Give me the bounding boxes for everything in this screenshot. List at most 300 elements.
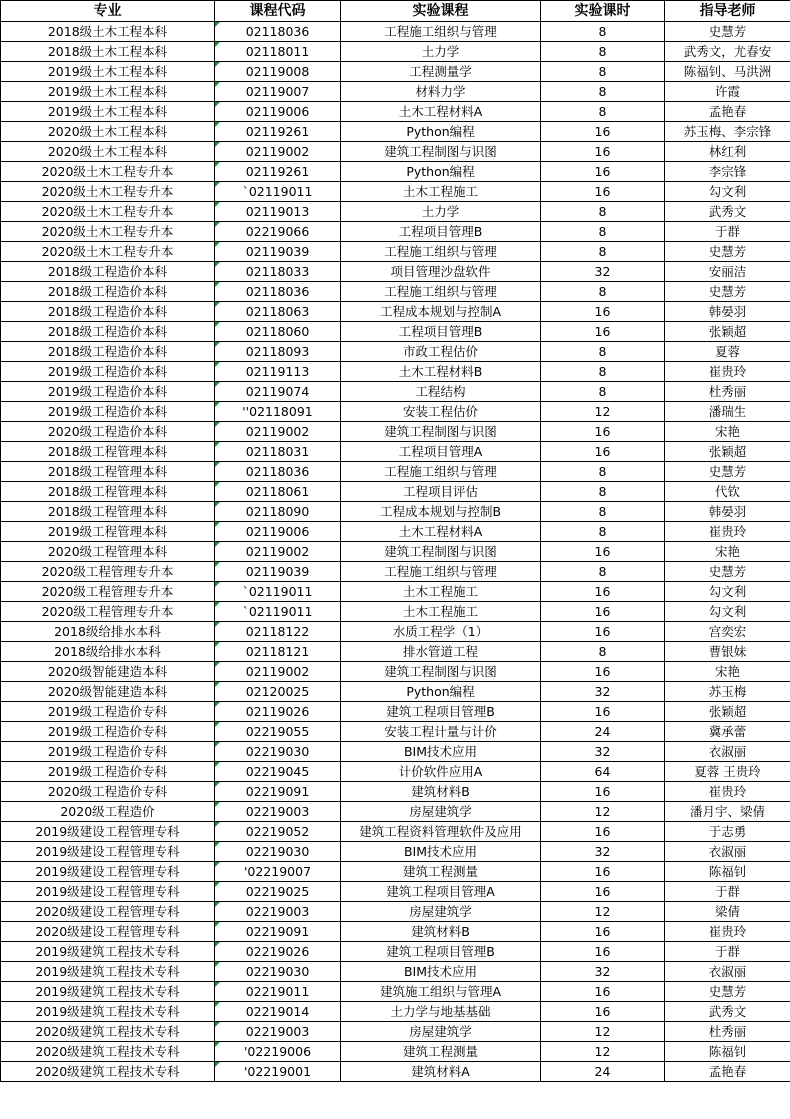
cell-major[interactable]: 2020级智能建造本科 — [1, 682, 215, 702]
cell-lab-course[interactable]: 工程施工组织与管理 — [341, 22, 541, 42]
cell-major[interactable]: 2019级土木工程本科 — [1, 62, 215, 82]
cell-course-code[interactable]: 02118063 — [215, 302, 341, 322]
cell-instructor[interactable]: 宋艳 — [665, 422, 790, 442]
cell-major[interactable]: 2020级工程管理专升本 — [1, 602, 215, 622]
cell-course-code[interactable]: 02119074 — [215, 382, 341, 402]
cell-lab-course[interactable]: 市政工程估价 — [341, 342, 541, 362]
cell-instructor[interactable]: 史慧芳 — [665, 22, 790, 42]
cell-lab-hours[interactable]: 16 — [541, 662, 665, 682]
table-row — [1, 902, 790, 922]
cell-major[interactable]: 2018级工程造价本科 — [1, 342, 215, 362]
cell-course-code[interactable]: 02119261 — [215, 122, 341, 142]
cell-lab-hours[interactable]: 16 — [541, 822, 665, 842]
cell-course-code[interactable]: 02219030 — [215, 962, 341, 982]
cell-major[interactable]: 2020级建设工程管理专科 — [1, 922, 215, 942]
cell-lab-course[interactable]: 建筑工程测量 — [341, 1042, 541, 1062]
cell-course-code[interactable]: 02120025 — [215, 682, 341, 702]
cell-instructor[interactable]: 勾文利 — [665, 182, 790, 202]
cell-lab-course[interactable]: BIM技术应用 — [341, 842, 541, 862]
cell-course-code[interactable]: 02219030 — [215, 742, 341, 762]
cell-lab-course[interactable]: 建筑工程项目管理B — [341, 942, 541, 962]
cell-course-code[interactable]: 02219003 — [215, 802, 341, 822]
cell-lab-hours[interactable]: 12 — [541, 902, 665, 922]
cell-lab-hours[interactable]: 16 — [541, 1002, 665, 1022]
cell-instructor[interactable]: 夏蓉 — [665, 342, 790, 362]
table-row — [1, 62, 790, 82]
cell-major[interactable]: 2019级工程造价专科 — [1, 702, 215, 722]
cell-course-code[interactable]: 02119008 — [215, 62, 341, 82]
header-instructor[interactable]: 指导老师 — [665, 1, 790, 22]
cell-lab-course[interactable]: 工程项目管理A — [341, 442, 541, 462]
cell-course-code[interactable]: 02118036 — [215, 22, 341, 42]
cell-major[interactable]: 2018级给排水本科 — [1, 622, 215, 642]
cell-major[interactable]: 2020级智能建造本科 — [1, 662, 215, 682]
cell-major[interactable]: 2019级建设工程管理专科 — [1, 842, 215, 862]
cell-major[interactable]: 2020级工程造价本科 — [1, 422, 215, 442]
table-row — [1, 1002, 790, 1022]
cell-course-code[interactable]: '02219006 — [215, 1042, 341, 1062]
cell-major[interactable]: 2020级建筑工程技术专科 — [1, 1062, 215, 1082]
cell-instructor[interactable]: 武秀文 — [665, 1002, 790, 1022]
cell-lab-course[interactable]: 工程施工组织与管理 — [341, 462, 541, 482]
cell-major[interactable]: 2020级土木工程专升本 — [1, 202, 215, 222]
table-row — [1, 282, 790, 302]
cell-lab-hours[interactable]: 16 — [541, 982, 665, 1002]
cell-course-code[interactable]: 02219091 — [215, 782, 341, 802]
cell-major[interactable]: 2020级土木工程专升本 — [1, 242, 215, 262]
cell-instructor[interactable]: 衣淑丽 — [665, 742, 790, 762]
cell-instructor[interactable]: 张颖超 — [665, 322, 790, 342]
cell-course-code[interactable]: 02119026 — [215, 702, 341, 722]
cell-lab-course[interactable]: 土力学 — [341, 202, 541, 222]
cell-lab-course[interactable]: 工程施工组织与管理 — [341, 242, 541, 262]
cell-instructor[interactable]: 夏蓉 王贵玲 — [665, 762, 790, 782]
cell-lab-course[interactable]: 土木工程材料A — [341, 102, 541, 122]
cell-course-code[interactable]: 02118121 — [215, 642, 341, 662]
cell-instructor[interactable]: 于群 — [665, 882, 790, 902]
table-row — [1, 22, 790, 42]
cell-lab-hours[interactable]: 32 — [541, 742, 665, 762]
table-row — [1, 682, 790, 702]
cell-major[interactable]: 2019级建筑工程技术专科 — [1, 982, 215, 1002]
cell-major[interactable]: 2020级土木工程专升本 — [1, 182, 215, 202]
cell-major[interactable]: 2019级建筑工程技术专科 — [1, 1002, 215, 1022]
cell-lab-hours[interactable]: 16 — [541, 542, 665, 562]
table-row — [1, 242, 790, 262]
cell-lab-course[interactable]: 建筑工程制图与识图 — [341, 422, 541, 442]
cell-instructor[interactable]: 宫奕宏 — [665, 622, 790, 642]
cell-instructor[interactable]: 潘月宇、梁倩 — [665, 802, 790, 822]
cell-lab-hours[interactable]: 16 — [541, 602, 665, 622]
cell-lab-hours[interactable]: 8 — [541, 282, 665, 302]
cell-course-code[interactable]: 02119013 — [215, 202, 341, 222]
cell-lab-hours[interactable]: 32 — [541, 842, 665, 862]
cell-course-code[interactable]: 02119002 — [215, 542, 341, 562]
table-row — [1, 42, 790, 62]
cell-lab-hours[interactable]: 8 — [541, 382, 665, 402]
cell-lab-hours[interactable]: 16 — [541, 182, 665, 202]
cell-course-code[interactable]: `02119011 — [215, 182, 341, 202]
cell-lab-course[interactable]: 工程施工组织与管理 — [341, 282, 541, 302]
cell-lab-course[interactable]: 工程成本规划与控制A — [341, 302, 541, 322]
cell-course-code[interactable]: 02118036 — [215, 282, 341, 302]
cell-instructor[interactable]: 曹银妹 — [665, 642, 790, 662]
cell-lab-course[interactable]: 工程结构 — [341, 382, 541, 402]
table-row — [1, 422, 790, 442]
cell-lab-course[interactable]: 建筑工程制图与识图 — [341, 542, 541, 562]
cell-instructor[interactable]: 韩晏羽 — [665, 502, 790, 522]
cell-course-code[interactable]: 02118090 — [215, 502, 341, 522]
table-row — [1, 722, 790, 742]
cell-lab-course[interactable]: 建筑材料A — [341, 1062, 541, 1082]
table-row — [1, 842, 790, 862]
cell-lab-hours[interactable]: 24 — [541, 1062, 665, 1082]
cell-course-code[interactable]: 02119006 — [215, 102, 341, 122]
cell-instructor[interactable]: 孟艳春 — [665, 102, 790, 122]
cell-major[interactable]: 2018级工程管理本科 — [1, 442, 215, 462]
cell-instructor[interactable]: 武秀文 — [665, 202, 790, 222]
cell-lab-course[interactable]: 项目管理沙盘软件 — [341, 262, 541, 282]
cell-lab-course[interactable]: 材料力学 — [341, 82, 541, 102]
cell-lab-hours[interactable]: 32 — [541, 262, 665, 282]
cell-major[interactable]: 2018级给排水本科 — [1, 642, 215, 662]
cell-major[interactable]: 2020级建筑工程技术专科 — [1, 1022, 215, 1042]
table-row — [1, 202, 790, 222]
cell-major[interactable]: 2020级工程造价 — [1, 802, 215, 822]
cell-lab-hours[interactable]: 8 — [541, 102, 665, 122]
cell-major[interactable]: 2020级建设工程管理专科 — [1, 902, 215, 922]
cell-lab-hours[interactable]: 8 — [541, 62, 665, 82]
cell-major[interactable]: 2018级土木工程本科 — [1, 42, 215, 62]
cell-lab-hours[interactable]: 8 — [541, 642, 665, 662]
cell-major[interactable]: 2020级土木工程专升本 — [1, 162, 215, 182]
cell-course-code[interactable]: 02219026 — [215, 942, 341, 962]
cell-lab-course[interactable]: 建筑工程制图与识图 — [341, 662, 541, 682]
cell-course-code[interactable]: '02219007 — [215, 862, 341, 882]
cell-instructor[interactable]: 武秀文，尤春安 — [665, 42, 790, 62]
cell-instructor[interactable]: 张颖超 — [665, 442, 790, 462]
cell-major[interactable]: 2019级建筑工程技术专科 — [1, 962, 215, 982]
cell-lab-course[interactable]: 土木工程施工 — [341, 602, 541, 622]
cell-lab-course[interactable]: 建筑材料B — [341, 782, 541, 802]
cell-lab-course[interactable]: BIM技术应用 — [341, 962, 541, 982]
cell-instructor[interactable]: 崔贵玲 — [665, 522, 790, 542]
cell-lab-course[interactable]: 工程项目管理B — [341, 222, 541, 242]
cell-major[interactable]: 2019级工程造价本科 — [1, 382, 215, 402]
table-row — [1, 482, 790, 502]
cell-lab-hours[interactable]: 16 — [541, 702, 665, 722]
cell-lab-hours[interactable]: 32 — [541, 962, 665, 982]
cell-lab-hours[interactable]: 64 — [541, 762, 665, 782]
cell-major[interactable]: 2019级建筑工程技术专科 — [1, 942, 215, 962]
cell-lab-course[interactable]: 计价软件应用A — [341, 762, 541, 782]
cell-instructor[interactable]: 陈福钊 — [665, 1042, 790, 1062]
cell-course-code[interactable]: 02219045 — [215, 762, 341, 782]
cell-instructor[interactable]: 梁倩 — [665, 902, 790, 922]
table-row — [1, 122, 790, 142]
cell-lab-hours[interactable]: 32 — [541, 682, 665, 702]
cell-major[interactable]: 2018级工程管理本科 — [1, 502, 215, 522]
cell-lab-hours[interactable]: 16 — [541, 122, 665, 142]
cell-course-code[interactable]: `02119011 — [215, 602, 341, 622]
cell-major[interactable]: 2020级土木工程本科 — [1, 122, 215, 142]
cell-instructor[interactable]: 苏玉梅 — [665, 682, 790, 702]
cell-lab-course[interactable]: 工程成本规划与控制B — [341, 502, 541, 522]
cell-lab-hours[interactable]: 12 — [541, 1042, 665, 1062]
cell-lab-course[interactable]: 建筑工程测量 — [341, 862, 541, 882]
cell-lab-course[interactable]: 工程项目管理B — [341, 322, 541, 342]
cell-major[interactable]: 2019级工程造价本科 — [1, 402, 215, 422]
cell-instructor[interactable]: 史慧芳 — [665, 462, 790, 482]
cell-lab-hours[interactable]: 8 — [541, 482, 665, 502]
cell-major[interactable]: 2018级工程造价本科 — [1, 282, 215, 302]
cell-instructor[interactable]: 宋艳 — [665, 662, 790, 682]
cell-lab-course[interactable]: 工程施工组织与管理 — [341, 562, 541, 582]
cell-major[interactable]: 2018级工程造价本科 — [1, 322, 215, 342]
cell-instructor[interactable]: 崔贵玲 — [665, 922, 790, 942]
cell-lab-course[interactable]: 安装工程估价 — [341, 402, 541, 422]
cell-major[interactable]: 2020级工程造价专科 — [1, 782, 215, 802]
table-row — [1, 182, 790, 202]
cell-lab-hours[interactable]: 8 — [541, 22, 665, 42]
cell-instructor[interactable]: 苏玉梅、李宗锋 — [665, 122, 790, 142]
cell-lab-course[interactable]: 安装工程计量与计价 — [341, 722, 541, 742]
cell-lab-hours[interactable]: 8 — [541, 342, 665, 362]
cell-course-code[interactable]: 02119006 — [215, 522, 341, 542]
cell-instructor[interactable]: 李宗锋 — [665, 162, 790, 182]
cell-lab-hours[interactable]: 8 — [541, 522, 665, 542]
cell-instructor[interactable]: 冀承蕾 — [665, 722, 790, 742]
cell-lab-hours[interactable]: 24 — [541, 722, 665, 742]
cell-instructor[interactable]: 潘瑞生 — [665, 402, 790, 422]
cell-course-code[interactable]: '02219001 — [215, 1062, 341, 1082]
cell-lab-course[interactable]: Python编程 — [341, 122, 541, 142]
cell-major[interactable]: 2018级工程造价本科 — [1, 262, 215, 282]
cell-instructor[interactable]: 陈福钊 — [665, 862, 790, 882]
cell-instructor[interactable]: 代钦 — [665, 482, 790, 502]
cell-lab-course[interactable]: 建筑施工组织与管理A — [341, 982, 541, 1002]
table-row — [1, 382, 790, 402]
cell-course-code[interactable]: 02119002 — [215, 422, 341, 442]
cell-course-code[interactable]: 02118011 — [215, 42, 341, 62]
header-lab-hours[interactable]: 实验课时 — [541, 1, 665, 22]
table-row — [1, 402, 790, 422]
cell-course-code[interactable]: 02219003 — [215, 1022, 341, 1042]
table-row — [1, 442, 790, 462]
cell-instructor[interactable]: 林红利 — [665, 142, 790, 162]
cell-major[interactable]: 2020级工程管理专升本 — [1, 582, 215, 602]
cell-course-code[interactable]: 02118036 — [215, 462, 341, 482]
cell-lab-hours[interactable]: 16 — [541, 942, 665, 962]
cell-lab-course[interactable]: Python编程 — [341, 682, 541, 702]
cell-course-code[interactable]: ''02118091 — [215, 402, 341, 422]
cell-lab-course[interactable]: 土木工程材料B — [341, 362, 541, 382]
cell-lab-hours[interactable]: 12 — [541, 802, 665, 822]
cell-instructor[interactable]: 杜秀丽 — [665, 382, 790, 402]
cell-lab-hours[interactable]: 12 — [541, 1022, 665, 1042]
cell-major[interactable]: 2020级建筑工程技术专科 — [1, 1042, 215, 1062]
cell-major[interactable]: 2019级土木工程本科 — [1, 82, 215, 102]
cell-lab-course[interactable]: 建筑工程资料管理软件及应用 — [341, 822, 541, 842]
cell-instructor[interactable]: 崔贵玲 — [665, 362, 790, 382]
cell-lab-hours[interactable]: 8 — [541, 202, 665, 222]
cell-lab-hours[interactable]: 16 — [541, 142, 665, 162]
cell-course-code[interactable]: 02118061 — [215, 482, 341, 502]
cell-instructor[interactable]: 韩晏羽 — [665, 302, 790, 322]
cell-major[interactable]: 2020级工程管理本科 — [1, 542, 215, 562]
cell-instructor[interactable]: 勾文利 — [665, 582, 790, 602]
cell-lab-hours[interactable]: 16 — [541, 582, 665, 602]
cell-major[interactable]: 2019级建设工程管理专科 — [1, 882, 215, 902]
cell-course-code[interactable]: 02118122 — [215, 622, 341, 642]
cell-course-code[interactable]: 02118093 — [215, 342, 341, 362]
cell-major[interactable]: 2019级工程造价专科 — [1, 722, 215, 742]
table-row — [1, 742, 790, 762]
cell-instructor[interactable]: 许霞 — [665, 82, 790, 102]
cell-instructor[interactable]: 崔贵玲 — [665, 782, 790, 802]
cell-instructor[interactable]: 衣淑丽 — [665, 962, 790, 982]
cell-instructor[interactable]: 孟艳春 — [665, 1062, 790, 1082]
cell-lab-hours[interactable]: 8 — [541, 82, 665, 102]
cell-lab-hours[interactable]: 8 — [541, 42, 665, 62]
cell-course-code[interactable]: 02219066 — [215, 222, 341, 242]
cell-lab-hours[interactable]: 8 — [541, 562, 665, 582]
header-row — [1, 1, 790, 22]
cell-course-code[interactable]: 02219025 — [215, 882, 341, 902]
cell-course-code[interactable]: 02119039 — [215, 242, 341, 262]
cell-major[interactable]: 2018级工程管理本科 — [1, 462, 215, 482]
cell-lab-hours[interactable]: 16 — [541, 782, 665, 802]
cell-course-code[interactable]: 02219052 — [215, 822, 341, 842]
cell-instructor[interactable]: 史慧芳 — [665, 282, 790, 302]
cell-lab-hours[interactable]: 16 — [541, 162, 665, 182]
cell-lab-hours[interactable]: 16 — [541, 442, 665, 462]
cell-course-code[interactable]: 02118033 — [215, 262, 341, 282]
cell-major[interactable]: 2018级工程管理本科 — [1, 482, 215, 502]
cell-lab-hours[interactable]: 8 — [541, 222, 665, 242]
cell-major[interactable]: 2019级建设工程管理专科 — [1, 862, 215, 882]
cell-course-code[interactable]: 02119007 — [215, 82, 341, 102]
cell-course-code[interactable]: 02118031 — [215, 442, 341, 462]
cell-course-code[interactable]: 02219091 — [215, 922, 341, 942]
cell-lab-hours[interactable]: 12 — [541, 402, 665, 422]
header-lab-course[interactable]: 实验课程 — [341, 1, 541, 22]
cell-lab-course[interactable]: 工程测量学 — [341, 62, 541, 82]
table-row — [1, 942, 790, 962]
cell-lab-course[interactable]: 土力学与地基基础 — [341, 1002, 541, 1022]
cell-course-code[interactable]: `02119011 — [215, 582, 341, 602]
cell-lab-course[interactable]: 建筑工程制图与识图 — [341, 142, 541, 162]
cell-lab-course[interactable]: 工程项目评估 — [341, 482, 541, 502]
cell-instructor[interactable]: 于群 — [665, 222, 790, 242]
table-row — [1, 582, 790, 602]
cell-major[interactable]: 2019级工程造价专科 — [1, 762, 215, 782]
table-row — [1, 982, 790, 1002]
cell-lab-hours[interactable]: 16 — [541, 882, 665, 902]
cell-lab-course[interactable]: 水质工程学（1） — [341, 622, 541, 642]
cell-major[interactable]: 2020级工程管理专升本 — [1, 562, 215, 582]
table-row — [1, 302, 790, 322]
cell-instructor[interactable]: 史慧芳 — [665, 562, 790, 582]
cell-major[interactable]: 2019级工程造价本科 — [1, 362, 215, 382]
cell-lab-course[interactable]: 房屋建筑学 — [341, 902, 541, 922]
cell-lab-hours[interactable]: 16 — [541, 322, 665, 342]
cell-lab-course[interactable]: 排水管道工程 — [341, 642, 541, 662]
header-course-code[interactable]: 课程代码 — [215, 1, 341, 22]
table-row — [1, 862, 790, 882]
cell-major[interactable]: 2020级土木工程本科 — [1, 142, 215, 162]
cell-lab-hours[interactable]: 16 — [541, 422, 665, 442]
cell-course-code[interactable]: 02119002 — [215, 662, 341, 682]
cell-course-code[interactable]: 02219014 — [215, 1002, 341, 1022]
cell-major[interactable]: 2019级建设工程管理专科 — [1, 822, 215, 842]
cell-instructor[interactable]: 衣淑丽 — [665, 842, 790, 862]
cell-lab-hours[interactable]: 16 — [541, 622, 665, 642]
cell-lab-hours[interactable]: 16 — [541, 302, 665, 322]
cell-course-code[interactable]: 02219003 — [215, 902, 341, 922]
cell-major[interactable]: 2019级土木工程本科 — [1, 102, 215, 122]
table-row — [1, 602, 790, 622]
cell-instructor[interactable]: 陈福钊、马洪洲 — [665, 62, 790, 82]
cell-major[interactable]: 2019级工程造价专科 — [1, 742, 215, 762]
cell-lab-course[interactable]: 房屋建筑学 — [341, 1022, 541, 1042]
cell-course-code[interactable]: 02119002 — [215, 142, 341, 162]
cell-lab-course[interactable]: 土木工程施工 — [341, 582, 541, 602]
cell-lab-course[interactable]: 房屋建筑学 — [341, 802, 541, 822]
cell-course-code[interactable]: 02119039 — [215, 562, 341, 582]
cell-instructor[interactable]: 杜秀丽 — [665, 1022, 790, 1042]
table-row — [1, 1022, 790, 1042]
cell-major[interactable]: 2019级工程管理本科 — [1, 522, 215, 542]
cell-lab-course[interactable]: 建筑工程项目管理B — [341, 702, 541, 722]
cell-instructor[interactable]: 于志勇 — [665, 822, 790, 842]
table-row — [1, 882, 790, 902]
cell-lab-course[interactable]: Python编程 — [341, 162, 541, 182]
cell-instructor[interactable]: 于群 — [665, 942, 790, 962]
cell-lab-hours[interactable]: 8 — [541, 242, 665, 262]
cell-instructor[interactable]: 史慧芳 — [665, 242, 790, 262]
cell-course-code[interactable]: 02219030 — [215, 842, 341, 862]
cell-lab-hours[interactable]: 8 — [541, 462, 665, 482]
cell-course-code[interactable]: 02119113 — [215, 362, 341, 382]
cell-instructor[interactable]: 张颖超 — [665, 702, 790, 722]
cell-instructor[interactable]: 宋艳 — [665, 542, 790, 562]
table-row — [1, 262, 790, 282]
cell-course-code[interactable]: 02219011 — [215, 982, 341, 1002]
cell-instructor[interactable]: 史慧芳 — [665, 982, 790, 1002]
cell-instructor[interactable]: 安丽洁 — [665, 262, 790, 282]
cell-lab-course[interactable]: 建筑工程项目管理A — [341, 882, 541, 902]
cell-instructor[interactable]: 勾文利 — [665, 602, 790, 622]
cell-course-code[interactable]: 02119261 — [215, 162, 341, 182]
cell-lab-course[interactable]: BIM技术应用 — [341, 742, 541, 762]
cell-course-code[interactable]: 02118060 — [215, 322, 341, 342]
cell-major[interactable]: 2018级工程造价本科 — [1, 302, 215, 322]
cell-lab-hours[interactable]: 16 — [541, 922, 665, 942]
cell-major[interactable]: 2018级土木工程本科 — [1, 22, 215, 42]
cell-lab-course[interactable]: 土木工程施工 — [341, 182, 541, 202]
header-major[interactable]: 专业 — [1, 1, 215, 22]
cell-major[interactable]: 2020级土木工程专升本 — [1, 222, 215, 242]
table-row — [1, 662, 790, 682]
cell-lab-hours[interactable]: 8 — [541, 362, 665, 382]
cell-lab-course[interactable]: 土木工程材料A — [341, 522, 541, 542]
cell-lab-course[interactable]: 建筑材料B — [341, 922, 541, 942]
cell-lab-hours[interactable]: 16 — [541, 862, 665, 882]
cell-lab-course[interactable]: 土力学 — [341, 42, 541, 62]
cell-lab-hours[interactable]: 8 — [541, 502, 665, 522]
cell-course-code[interactable]: 02219055 — [215, 722, 341, 742]
